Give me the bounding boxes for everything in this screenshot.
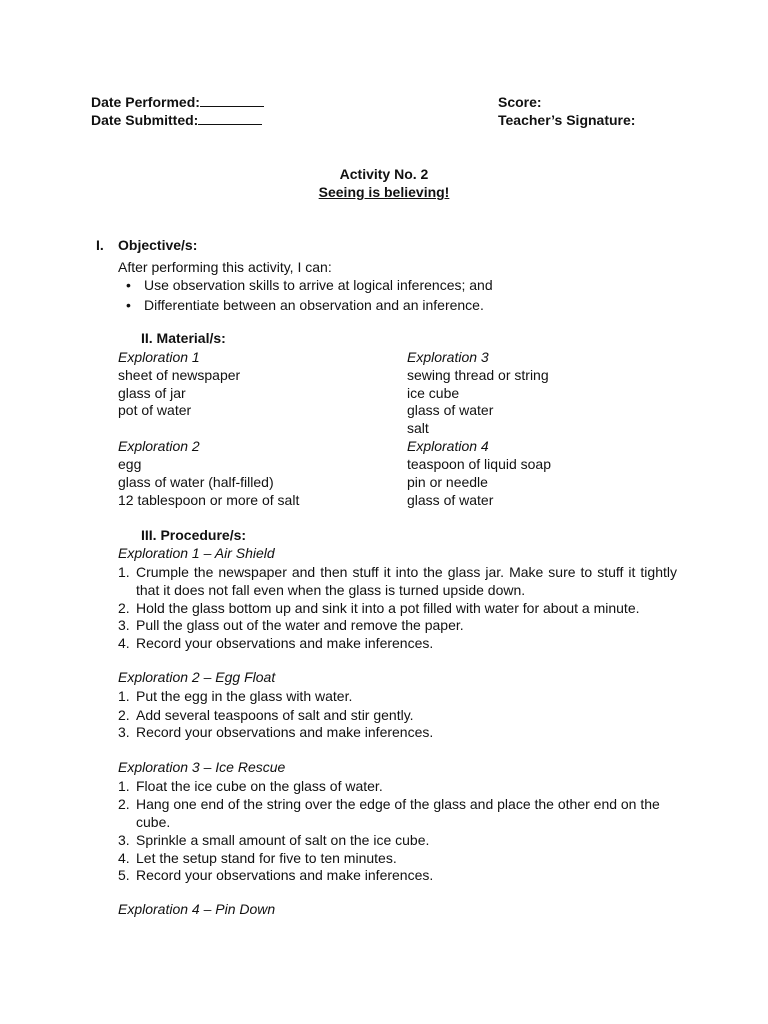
step-number: 1.: [118, 564, 130, 580]
step-text: Hold the glass bottom up and sink it into a pot filled with water for about a minute.: [136, 600, 640, 616]
step-text: Record your observations and make inferences.: [136, 867, 434, 883]
procedure-exploration3-title: Exploration 3 – Ice Rescue: [118, 759, 286, 775]
step-number: 1.: [118, 688, 130, 704]
material-item: sheet of newspaper: [118, 367, 241, 383]
step-number: 3.: [118, 724, 130, 740]
procedure-step: [118, 616, 464, 634]
material-item: sewing thread or string: [407, 367, 549, 383]
step-number: 4.: [118, 850, 130, 866]
material-item: pot of water: [118, 402, 192, 418]
procedure-step: [118, 777, 383, 795]
bullet-icon: •: [126, 297, 131, 313]
step-number: 2.: [118, 796, 130, 812]
step-text: Record your observations and make inferences.: [136, 635, 434, 651]
step-text: Pull the glass out of the water and remove the paper.: [136, 617, 464, 633]
procedure-step: [118, 687, 352, 705]
step-text: Record your observations and make inferences.: [136, 724, 434, 740]
procedure-step: [118, 599, 640, 617]
step-number: 2.: [118, 707, 130, 723]
objective-text: Differentiate between an observation and an inference.: [144, 297, 484, 313]
teacher-signature-label: Teacher’s Signature:: [498, 112, 636, 128]
procedure-step: [118, 634, 433, 652]
materials-exploration3-title: Exploration 3: [407, 349, 489, 365]
material-item: egg: [118, 456, 142, 472]
date-performed-blank: [200, 94, 264, 107]
procedure-exploration4-title: Exploration 4 – Pin Down: [118, 901, 276, 917]
procedure-step: [118, 866, 433, 884]
step-number: 1.: [118, 778, 130, 794]
date-submitted-blank: [198, 112, 262, 125]
material-item: glass of jar: [118, 385, 186, 401]
step-text: Let the setup stand for five to ten minutes.: [136, 850, 397, 866]
material-item: teaspoon of liquid soap: [407, 456, 551, 472]
step-number: 2.: [118, 600, 130, 616]
procedure-step: [118, 706, 414, 724]
procedure-step: [118, 831, 429, 849]
material-item: glass of water (half-filled): [118, 474, 274, 490]
step-text: Put the egg in the glass with water.: [136, 688, 353, 704]
step-text: Add several teaspoons of salt and stir gently.: [136, 707, 414, 723]
step-text: Crumple the newspaper and then stuff it into the glass jar. Make sure to stuff it tightly that it does not fall even when the glass is turned upside down.: [136, 564, 677, 598]
objective-item: [126, 276, 493, 294]
score-label: Score:: [498, 94, 542, 110]
procedure-exploration1-title: Exploration 1 – Air Shield: [118, 545, 275, 561]
step-text: Sprinkle a small amount of salt on the ice cube.: [136, 832, 430, 848]
step-number: 5.: [118, 867, 130, 883]
activity-subtitle: Seeing is believing!: [318, 184, 450, 200]
materials-heading: II. Material/s:: [141, 330, 226, 346]
procedures-heading: III. Procedure/s:: [141, 527, 247, 543]
materials-exploration1-title: Exploration 1: [118, 349, 200, 365]
step-number: 3.: [118, 617, 130, 633]
materials-exploration2-title: Exploration 2: [118, 438, 200, 454]
material-item: glass of water: [407, 492, 494, 508]
material-item: salt: [407, 420, 429, 436]
material-item: 12 tablespoon or more of salt: [118, 492, 300, 508]
procedure-step: [118, 723, 433, 741]
objectives-heading: Objective/s:: [118, 237, 198, 253]
activity-title: Activity No. 2: [339, 166, 429, 182]
procedure-step: [118, 849, 397, 867]
materials-exploration4-title: Exploration 4: [407, 438, 489, 454]
date-submitted-row: [91, 112, 262, 128]
material-item: pin or needle: [407, 474, 488, 490]
step-text: Hang one end of the string over the edge of the glass and place the other end on the cube.: [136, 796, 660, 830]
date-performed-label: Date Performed:: [91, 94, 200, 110]
objective-item: [126, 296, 484, 314]
step-text: Float the ice cube on the glass of water.: [136, 778, 383, 794]
date-performed-row: [91, 94, 264, 110]
objective-text: Use observation skills to arrive at logical inferences; and: [144, 277, 493, 293]
material-item: glass of water: [407, 402, 494, 418]
step-number: 4.: [118, 635, 130, 651]
objectives-number: I.: [96, 237, 104, 253]
procedure-exploration2-title: Exploration 2 – Egg Float: [118, 669, 276, 685]
date-submitted-label: Date Submitted:: [91, 112, 199, 128]
procedure-step: [118, 563, 678, 599]
step-number: 3.: [118, 832, 130, 848]
bullet-icon: •: [126, 277, 131, 293]
material-item: ice cube: [407, 385, 460, 401]
procedure-step: [118, 795, 678, 831]
objectives-intro: After performing this activity, I can:: [118, 259, 332, 275]
